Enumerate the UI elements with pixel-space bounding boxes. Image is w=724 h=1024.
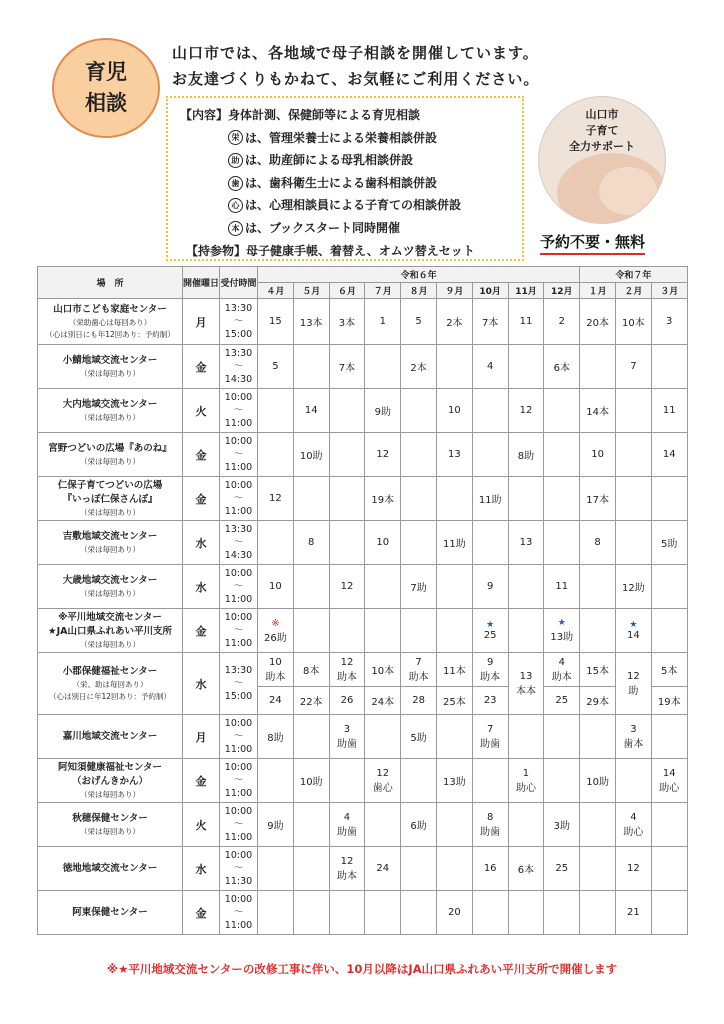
date-cell: 26 bbox=[329, 687, 365, 715]
table-row bbox=[38, 299, 688, 345]
info-item: 心 は、心理相談員による子育ての相談併設 bbox=[180, 194, 514, 217]
day-of-week: 金 bbox=[183, 609, 220, 653]
date-cell bbox=[365, 565, 401, 609]
date-cell bbox=[293, 609, 329, 653]
logo-text: 山口市 子育て 全力サポート bbox=[569, 108, 635, 153]
date-cell bbox=[544, 715, 580, 759]
table-row bbox=[38, 521, 688, 565]
table-row bbox=[38, 653, 688, 687]
date-cell: 13 bbox=[508, 521, 544, 565]
reception-time: 10:00 ～ 11:00 bbox=[220, 715, 258, 759]
date-cell: 8助 bbox=[508, 433, 544, 477]
date-cell: 11助 bbox=[472, 477, 508, 521]
day-of-week: 月 bbox=[183, 299, 220, 345]
date-cell bbox=[329, 389, 365, 433]
date-cell bbox=[580, 565, 616, 609]
date-cell: 14 助心 bbox=[651, 759, 687, 803]
date-cell: 3本 bbox=[329, 299, 365, 345]
date-cell: 10助 bbox=[293, 759, 329, 803]
date-cell: 12 bbox=[616, 847, 652, 891]
date-cell bbox=[365, 803, 401, 847]
table-row bbox=[38, 609, 688, 653]
location-name: 嘉川地域交流センター bbox=[38, 715, 183, 759]
date-cell: 13 本本 bbox=[508, 653, 544, 715]
badge-line-2: 相談 bbox=[85, 91, 127, 115]
month-header: ３月 bbox=[651, 283, 687, 299]
date-cell: 19本 bbox=[651, 687, 687, 715]
location-name: 大内地域交流センター （栄は毎回あり） bbox=[38, 389, 183, 433]
day-of-week: 水 bbox=[183, 847, 220, 891]
date-cell: 11 bbox=[651, 389, 687, 433]
location-name: 阿東保健センター bbox=[38, 891, 183, 935]
date-cell: 10 bbox=[436, 389, 472, 433]
mark-icon: 心 bbox=[228, 198, 243, 213]
reception-time: 10:00 ～ 11:00 bbox=[220, 389, 258, 433]
date-cell bbox=[580, 803, 616, 847]
date-cell: 14 bbox=[293, 389, 329, 433]
month-header: 10月 bbox=[472, 283, 508, 299]
date-cell: 10本 bbox=[365, 653, 401, 687]
location-name: 徳地地域交流センター bbox=[38, 847, 183, 891]
date-cell bbox=[401, 477, 437, 521]
day-of-week: 水 bbox=[183, 521, 220, 565]
date-cell: 13本 bbox=[293, 299, 329, 345]
date-cell: 10本 bbox=[616, 299, 652, 345]
date-cell bbox=[651, 803, 687, 847]
info-items-line: 【持参物】母子健康手帳、着替え、オムツ替えセット bbox=[186, 243, 475, 258]
date-cell bbox=[472, 891, 508, 935]
location-name: 小鯖地域交流センター （栄は毎回あり） bbox=[38, 345, 183, 389]
date-cell bbox=[436, 565, 472, 609]
reception-time: 10:00 ～ 11:00 bbox=[220, 891, 258, 935]
info-box bbox=[166, 96, 524, 261]
date-cell: 22本 bbox=[293, 687, 329, 715]
header-year-7: 令和７年 bbox=[580, 267, 687, 283]
date-cell bbox=[365, 609, 401, 653]
month-header: ５月 bbox=[293, 283, 329, 299]
month-header: ８月 bbox=[401, 283, 437, 299]
date-cell: 2 bbox=[544, 299, 580, 345]
date-cell: 4 助歯 bbox=[329, 803, 365, 847]
date-cell bbox=[616, 521, 652, 565]
info-item: 歯 は、歯科衛生士による歯科相談併設 bbox=[180, 172, 514, 195]
date-cell: 12 bbox=[508, 389, 544, 433]
date-cell bbox=[651, 477, 687, 521]
date-cell bbox=[329, 477, 365, 521]
date-cell bbox=[436, 847, 472, 891]
table-row bbox=[38, 433, 688, 477]
date-cell: 1 bbox=[365, 299, 401, 345]
date-cell bbox=[544, 477, 580, 521]
reception-time: 10:00 ～ 11:00 bbox=[220, 433, 258, 477]
date-cell: 12 助本 bbox=[329, 653, 365, 687]
location-name: 大歳地域交流センター （栄は毎回あり） bbox=[38, 565, 183, 609]
date-cell: 12 助本 bbox=[329, 847, 365, 891]
table-row bbox=[38, 759, 688, 803]
location-name: 阿知須健康福祉センター （おげんきかん） （栄は毎回あり） bbox=[38, 759, 183, 803]
date-cell: 7 助本 bbox=[401, 653, 437, 687]
schedule-table bbox=[37, 266, 688, 935]
date-cell bbox=[651, 345, 687, 389]
date-cell: 12 歯心 bbox=[365, 759, 401, 803]
date-cell bbox=[544, 389, 580, 433]
date-cell: 5本 bbox=[651, 653, 687, 687]
date-cell: 5助 bbox=[651, 521, 687, 565]
info-item: 助 は、助産師による母乳相談併設 bbox=[180, 149, 514, 172]
date-cell: 9助 bbox=[365, 389, 401, 433]
header-place: 場 所 bbox=[38, 267, 183, 299]
date-cell: 6本 bbox=[508, 847, 544, 891]
reception-time: 10:00 ～ 11:00 bbox=[220, 803, 258, 847]
date-cell bbox=[472, 433, 508, 477]
date-cell bbox=[329, 609, 365, 653]
date-cell: 3 bbox=[651, 299, 687, 345]
day-of-week: 水 bbox=[183, 653, 220, 715]
date-cell bbox=[616, 477, 652, 521]
date-cell bbox=[651, 715, 687, 759]
location-name: 宮野つどいの広場『あのね』 （栄は毎回あり） bbox=[38, 433, 183, 477]
date-cell bbox=[580, 715, 616, 759]
date-cell: 25 bbox=[544, 687, 580, 715]
date-cell: ※ 26助 bbox=[258, 609, 294, 653]
date-cell bbox=[508, 891, 544, 935]
date-cell bbox=[436, 715, 472, 759]
date-cell: 11助 bbox=[436, 521, 472, 565]
badge-line-1: 育児 bbox=[85, 60, 127, 84]
reception-time: 13:30 ～ 14:30 bbox=[220, 345, 258, 389]
date-cell bbox=[580, 891, 616, 935]
day-of-week: 水 bbox=[183, 565, 220, 609]
date-cell: 11本 bbox=[436, 653, 472, 687]
date-cell: 7本 bbox=[329, 345, 365, 389]
date-cell bbox=[436, 609, 472, 653]
date-cell bbox=[651, 847, 687, 891]
date-cell bbox=[258, 759, 294, 803]
date-cell: ★ 25 bbox=[472, 609, 508, 653]
date-cell bbox=[401, 521, 437, 565]
month-header: ４月 bbox=[258, 283, 294, 299]
date-cell: 1 助心 bbox=[508, 759, 544, 803]
month-header: ９月 bbox=[436, 283, 472, 299]
free-label: 予約不要・無料 bbox=[540, 231, 645, 255]
header-day: 開催曜日 bbox=[183, 267, 220, 299]
location-name: 小郡保健福祉センター （栄、助は毎回あり） （心は別日に年12回あり：予約制） bbox=[38, 653, 183, 715]
date-cell bbox=[401, 433, 437, 477]
table-row bbox=[38, 345, 688, 389]
date-cell: 10助 bbox=[293, 433, 329, 477]
date-cell bbox=[544, 759, 580, 803]
month-header: ７月 bbox=[365, 283, 401, 299]
date-cell: 6本 bbox=[544, 345, 580, 389]
date-cell: 12 bbox=[365, 433, 401, 477]
date-cell bbox=[329, 891, 365, 935]
date-cell bbox=[436, 477, 472, 521]
month-header: ６月 bbox=[329, 283, 365, 299]
date-cell bbox=[508, 715, 544, 759]
date-cell bbox=[580, 345, 616, 389]
date-cell bbox=[401, 759, 437, 803]
date-cell: 19本 bbox=[365, 477, 401, 521]
month-header: 11月 bbox=[508, 283, 544, 299]
date-cell: 23 bbox=[472, 687, 508, 715]
date-cell bbox=[365, 891, 401, 935]
table-row bbox=[38, 389, 688, 433]
date-cell: 14本 bbox=[580, 389, 616, 433]
day-of-week: 火 bbox=[183, 389, 220, 433]
reception-time: 13:30 ～ 14:30 bbox=[220, 521, 258, 565]
date-cell bbox=[401, 609, 437, 653]
date-cell: 10 助本 bbox=[258, 653, 294, 687]
date-cell bbox=[293, 565, 329, 609]
date-cell bbox=[544, 521, 580, 565]
table-row bbox=[38, 715, 688, 759]
date-cell bbox=[508, 565, 544, 609]
date-cell bbox=[544, 891, 580, 935]
date-cell bbox=[401, 847, 437, 891]
day-of-week: 金 bbox=[183, 891, 220, 935]
mark-icon: 歯 bbox=[228, 176, 243, 191]
location-name: 吉敷地域交流センター （栄は毎回あり） bbox=[38, 521, 183, 565]
location-name: 秋穂保健センター （栄は毎回あり） bbox=[38, 803, 183, 847]
header-time: 受付時間 bbox=[220, 267, 258, 299]
date-cell bbox=[258, 433, 294, 477]
date-cell bbox=[365, 715, 401, 759]
date-cell: 15 bbox=[258, 299, 294, 345]
day-of-week: 月 bbox=[183, 715, 220, 759]
title-badge bbox=[52, 38, 160, 138]
date-cell bbox=[580, 609, 616, 653]
month-header: ２月 bbox=[616, 283, 652, 299]
date-cell: ★ 14 bbox=[616, 609, 652, 653]
date-cell bbox=[472, 389, 508, 433]
reception-time: 10:00 ～ 11:00 bbox=[220, 609, 258, 653]
table-row bbox=[38, 565, 688, 609]
date-cell: 28 bbox=[401, 687, 437, 715]
date-cell: 25本 bbox=[436, 687, 472, 715]
date-cell: 10 bbox=[365, 521, 401, 565]
date-cell bbox=[293, 847, 329, 891]
date-cell: 5助 bbox=[401, 715, 437, 759]
date-cell bbox=[616, 389, 652, 433]
date-cell: 3 歯本 bbox=[616, 715, 652, 759]
date-cell: 12 助 bbox=[616, 653, 652, 715]
date-cell: 3 助歯 bbox=[329, 715, 365, 759]
date-cell: 4 助本 bbox=[544, 653, 580, 687]
date-cell: 12 bbox=[329, 565, 365, 609]
day-of-week: 金 bbox=[183, 477, 220, 521]
date-cell bbox=[293, 803, 329, 847]
date-cell bbox=[616, 433, 652, 477]
date-cell: 10助 bbox=[580, 759, 616, 803]
date-cell: 12助 bbox=[616, 565, 652, 609]
date-cell bbox=[544, 433, 580, 477]
date-cell: 13助 bbox=[436, 759, 472, 803]
date-cell bbox=[293, 477, 329, 521]
table-row bbox=[38, 803, 688, 847]
date-cell bbox=[651, 891, 687, 935]
date-cell bbox=[258, 521, 294, 565]
date-cell bbox=[329, 521, 365, 565]
header-year-6: 令和６年 bbox=[258, 267, 580, 283]
date-cell: 20本 bbox=[580, 299, 616, 345]
date-cell: 12 bbox=[258, 477, 294, 521]
date-cell: 6助 bbox=[401, 803, 437, 847]
table-row bbox=[38, 891, 688, 935]
reception-time: 10:00 ～ 11:30 bbox=[220, 847, 258, 891]
date-cell: 29本 bbox=[580, 687, 616, 715]
date-cell: 16 bbox=[472, 847, 508, 891]
date-cell bbox=[365, 345, 401, 389]
date-cell: ★ 13助 bbox=[544, 609, 580, 653]
baby-face bbox=[599, 167, 657, 215]
reception-time: 10:00 ～ 11:00 bbox=[220, 565, 258, 609]
info-content: 【内容】身体計測、保健師等による育児相談 bbox=[180, 108, 421, 122]
date-cell: 7本 bbox=[472, 299, 508, 345]
date-cell: 2本 bbox=[436, 299, 472, 345]
date-cell: 25 bbox=[544, 847, 580, 891]
date-cell: 9助 bbox=[258, 803, 294, 847]
date-cell: 10 bbox=[580, 433, 616, 477]
date-cell bbox=[651, 565, 687, 609]
reception-time: 13:30 ～ 15:00 bbox=[220, 653, 258, 715]
date-cell bbox=[472, 521, 508, 565]
date-cell: 20 bbox=[436, 891, 472, 935]
date-cell bbox=[472, 759, 508, 803]
mark-icon: 本 bbox=[228, 221, 243, 236]
date-cell: 8 bbox=[580, 521, 616, 565]
date-cell bbox=[329, 759, 365, 803]
date-cell: 11 bbox=[544, 565, 580, 609]
footer-note: ※★平川地域交流センターの改修工事に伴い、10月以降はJA山口県ふれあい平川支所で開催します bbox=[106, 962, 618, 976]
month-header: 12月 bbox=[544, 283, 580, 299]
date-cell: 7 助歯 bbox=[472, 715, 508, 759]
date-cell: 4 bbox=[472, 345, 508, 389]
day-of-week: 金 bbox=[183, 759, 220, 803]
date-cell: 9 助本 bbox=[472, 653, 508, 687]
reception-time: 10:00 ～ 11:00 bbox=[220, 759, 258, 803]
mark-icon: 栄 bbox=[228, 130, 243, 145]
date-cell: 4 助心 bbox=[616, 803, 652, 847]
date-cell: 24本 bbox=[365, 687, 401, 715]
table-row bbox=[38, 477, 688, 521]
intro-text bbox=[172, 40, 539, 92]
date-cell bbox=[436, 345, 472, 389]
info-item: 本 は、ブックスタート同時開催 bbox=[180, 217, 514, 240]
date-cell: 8本 bbox=[293, 653, 329, 687]
mark-icon: 助 bbox=[228, 153, 243, 168]
date-cell: 21 bbox=[616, 891, 652, 935]
date-cell: 7 bbox=[616, 345, 652, 389]
date-cell: 8助 bbox=[258, 715, 294, 759]
date-cell bbox=[401, 389, 437, 433]
date-cell bbox=[258, 847, 294, 891]
date-cell: 13 bbox=[436, 433, 472, 477]
date-cell bbox=[258, 891, 294, 935]
date-cell: 7助 bbox=[401, 565, 437, 609]
table-row bbox=[38, 847, 688, 891]
date-cell: 10 bbox=[258, 565, 294, 609]
logo-image bbox=[538, 96, 666, 224]
date-cell bbox=[508, 345, 544, 389]
date-cell: 3助 bbox=[544, 803, 580, 847]
date-cell bbox=[651, 609, 687, 653]
location-name: 仁保子育てつどいの広場 『いっぽ仁保さんぽ』 （栄は毎回あり） bbox=[38, 477, 183, 521]
date-cell: 8 bbox=[293, 521, 329, 565]
date-cell bbox=[329, 433, 365, 477]
date-cell: 5 bbox=[258, 345, 294, 389]
date-cell: 11 bbox=[508, 299, 544, 345]
date-cell bbox=[258, 389, 294, 433]
date-cell: 8 助歯 bbox=[472, 803, 508, 847]
date-cell bbox=[508, 477, 544, 521]
date-cell bbox=[436, 803, 472, 847]
date-cell bbox=[293, 715, 329, 759]
date-cell bbox=[401, 891, 437, 935]
date-cell bbox=[508, 803, 544, 847]
month-header: １月 bbox=[580, 283, 616, 299]
date-cell: 2本 bbox=[401, 345, 437, 389]
date-cell bbox=[293, 345, 329, 389]
date-cell bbox=[293, 891, 329, 935]
location-name: 山口市こども家庭センター （栄助歯心は毎回あり） （心は別日にも年12回あり：予約制） bbox=[38, 299, 183, 345]
date-cell: 9 bbox=[472, 565, 508, 609]
reception-time: 13:30 ～ 15:00 bbox=[220, 299, 258, 345]
intro-line-2: お友達づくりもかねて、お気軽にご利用ください。 bbox=[172, 70, 540, 88]
date-cell: 17本 bbox=[580, 477, 616, 521]
date-cell bbox=[508, 609, 544, 653]
date-cell: 24 bbox=[258, 687, 294, 715]
day-of-week: 金 bbox=[183, 345, 220, 389]
reception-time: 10:00 ～ 11:00 bbox=[220, 477, 258, 521]
date-cell: 15本 bbox=[580, 653, 616, 687]
location-name: ※平川地域交流センター ★JA山口県ふれあい平川支所 （栄は毎回あり） bbox=[38, 609, 183, 653]
info-item: 栄 は、管理栄養士による栄養相談併設 bbox=[180, 127, 514, 150]
day-of-week: 金 bbox=[183, 433, 220, 477]
date-cell: 5 bbox=[401, 299, 437, 345]
intro-line-1: 山口市では、各地域で母子相談を開催しています。 bbox=[172, 44, 539, 62]
day-of-week: 火 bbox=[183, 803, 220, 847]
date-cell bbox=[580, 847, 616, 891]
date-cell: 24 bbox=[365, 847, 401, 891]
date-cell: 14 bbox=[651, 433, 687, 477]
date-cell bbox=[616, 759, 652, 803]
